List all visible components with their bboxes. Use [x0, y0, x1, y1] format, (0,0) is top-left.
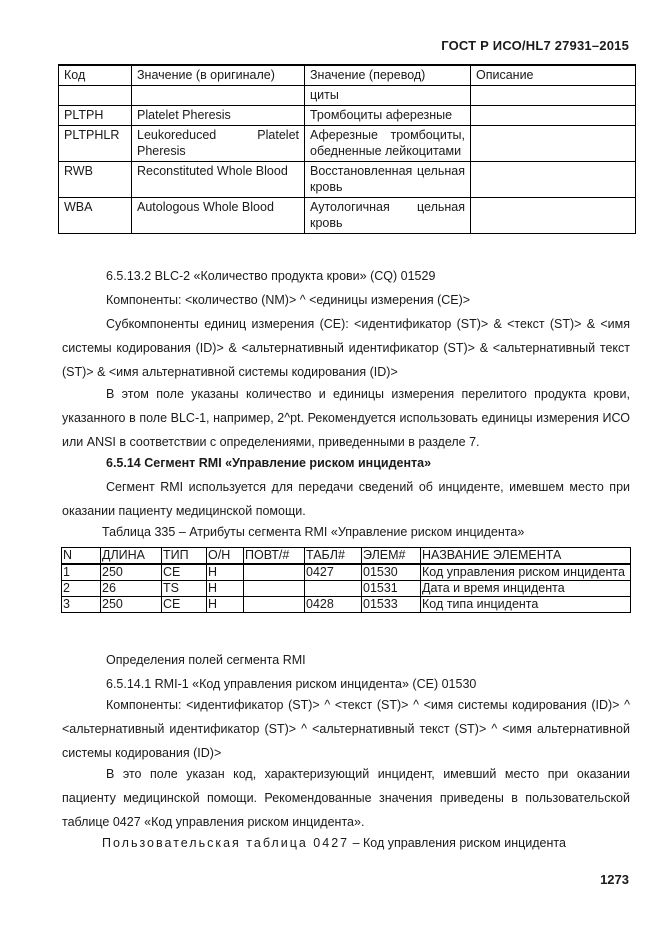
table-cell: Восстановленная цельная кровь: [305, 162, 471, 198]
table-cell: Н: [207, 597, 244, 613]
section-heading-blc2: 6.5.13.2 BLC-2 «Количество продукта крови» (CQ) 01529: [106, 269, 436, 283]
table-caption: Таблица 335 – Атрибуты сегмента RMI «Управление риском инцидента»: [102, 525, 525, 539]
column-header: ДЛИНА: [101, 548, 162, 565]
table-cell: [471, 198, 636, 234]
section-heading-rmi1: 6.5.14.1 RMI-1 «Код управления риском инцидента» (CE) 01530: [106, 677, 477, 691]
components-text: Компоненты: <количество (NM)> ^ <единицы измерения (CE)>: [106, 293, 471, 307]
rmi1-description: В это поле указан код, характеризующий инцидент, имевший место при оказании пациенту медицинской помощи. Рекомендованные значения приведены в пользовательской таблице 0427 «Код управления риском инцидента».: [62, 767, 630, 829]
column-header: О/Н: [207, 548, 244, 565]
column-header: Описание: [471, 65, 636, 86]
column-header: ТАБЛ#: [305, 548, 362, 565]
column-header: ПОВТ/#: [244, 548, 305, 565]
table-cell: [59, 86, 132, 106]
rmi-attributes-table: [61, 547, 631, 613]
column-header: НАЗВАНИЕ ЭЛЕМЕНТА: [421, 548, 631, 565]
table-cell: [471, 86, 636, 106]
table-cell: PLTPH: [59, 106, 132, 126]
table-cell: Код типа инцидента: [421, 597, 631, 613]
column-header: Код: [59, 65, 132, 86]
table-cell: Аутологичная цельная кровь: [305, 198, 471, 234]
table-cell: 26: [101, 581, 162, 597]
column-header: Значение (в оригинале): [132, 65, 305, 86]
table-cell: Н: [207, 581, 244, 597]
table-cell: CE: [162, 564, 207, 581]
table-row: [59, 106, 636, 126]
table-cell: 01530: [362, 564, 421, 581]
table-cell: 01531: [362, 581, 421, 597]
standard-header: ГОСТ Р ИСО/HL7 27931–2015: [441, 38, 629, 53]
table-header-row: [59, 65, 636, 86]
table-cell: Дата и время инцидента: [421, 581, 631, 597]
table-cell: 1: [62, 564, 101, 581]
column-header: N: [62, 548, 101, 565]
column-header: Значение (перевод): [305, 65, 471, 86]
table-cell: Autologous Whole Blood: [132, 198, 305, 234]
blood-products-table: [58, 64, 636, 234]
table-cell: 250: [101, 597, 162, 613]
table-row: [59, 198, 636, 234]
table-cell: CE: [162, 597, 207, 613]
table-cell: 0427: [305, 564, 362, 581]
user-table-caption: [102, 831, 632, 855]
table-cell: PLTPHLR: [59, 126, 132, 162]
table-cell: [132, 86, 305, 106]
table-cell: циты: [305, 86, 471, 106]
table-cell: [471, 106, 636, 126]
table-row: [59, 162, 636, 198]
table-cell: 3: [62, 597, 101, 613]
table-cell: Н: [207, 564, 244, 581]
table-cell: [471, 162, 636, 198]
rmi-description: Сегмент RMI используется для передачи сведений об инциденте, имевшем место при оказании пациенту медицинской помощи.: [62, 480, 630, 518]
table-cell: [471, 126, 636, 162]
table-cell: TS: [162, 581, 207, 597]
table-row: [59, 126, 636, 162]
table-row: [59, 86, 636, 106]
table-cell: [244, 564, 305, 581]
table-cell: Тромбоциты аферезные: [305, 106, 471, 126]
table-cell: [244, 581, 305, 597]
table-cell: 01533: [362, 597, 421, 613]
table-cell: Platelet Pheresis: [132, 106, 305, 126]
page-number: 1273: [600, 872, 629, 887]
table-cell: 2: [62, 581, 101, 597]
table-row: [62, 581, 631, 597]
user-table-title: – Код управления риском инцидента: [352, 836, 566, 850]
table-cell: [244, 597, 305, 613]
blc2-description: В этом поле указаны количество и единицы измерения перелитого продукта крови, указанного в поле BLC-1, например, 2^pt. Рекомендуется использовать единицы измерения ИСО или ANSI в соответствии с определениями, приведенными в разделе 7.: [62, 387, 630, 449]
table-cell: [305, 581, 362, 597]
field-definitions-label: Определения полей сегмента RMI: [106, 653, 306, 667]
column-header: ЭЛЕМ#: [362, 548, 421, 565]
table-cell: Reconstituted Whole Blood: [132, 162, 305, 198]
table-cell: 250: [101, 564, 162, 581]
table-cell: Аферезные тромбоциты, обедненные лейкоцитами: [305, 126, 471, 162]
table-cell: RWB: [59, 162, 132, 198]
table-row: [62, 564, 631, 581]
user-table-label: Пользовательская таблица 0427: [102, 836, 350, 850]
column-header: ТИП: [162, 548, 207, 565]
table-header-row: [62, 548, 631, 565]
table-cell: Код управления риском инцидента: [421, 564, 631, 581]
subcomponents-text: Субкомпоненты единиц измерения (CE): <идентификатор (ST)> & <текст (ST)> & <имя системы кодирования (ID)> & <альтернативный идентификатор (ST)> & <альтернативный текст (ST)> & <имя альтернативной системы кодирования (ID)>: [62, 317, 630, 379]
rmi1-components: Компоненты: <идентификатор (ST)> ^ <текст (ST)> ^ <имя системы кодирования (ID)> ^ <альтернативный идентификатор (ST)> ^ <альтернативный текст (ST)> ^ <имя альтернативной системы кодирования (ID)>: [62, 698, 630, 760]
section-heading-rmi: 6.5.14 Сегмент RMI «Управление риском инцидента»: [106, 456, 432, 470]
table-cell: WBA: [59, 198, 132, 234]
table-cell: Leukoreduced Platelet Pheresis: [132, 126, 305, 162]
table-cell: 0428: [305, 597, 362, 613]
table-row: [62, 597, 631, 613]
